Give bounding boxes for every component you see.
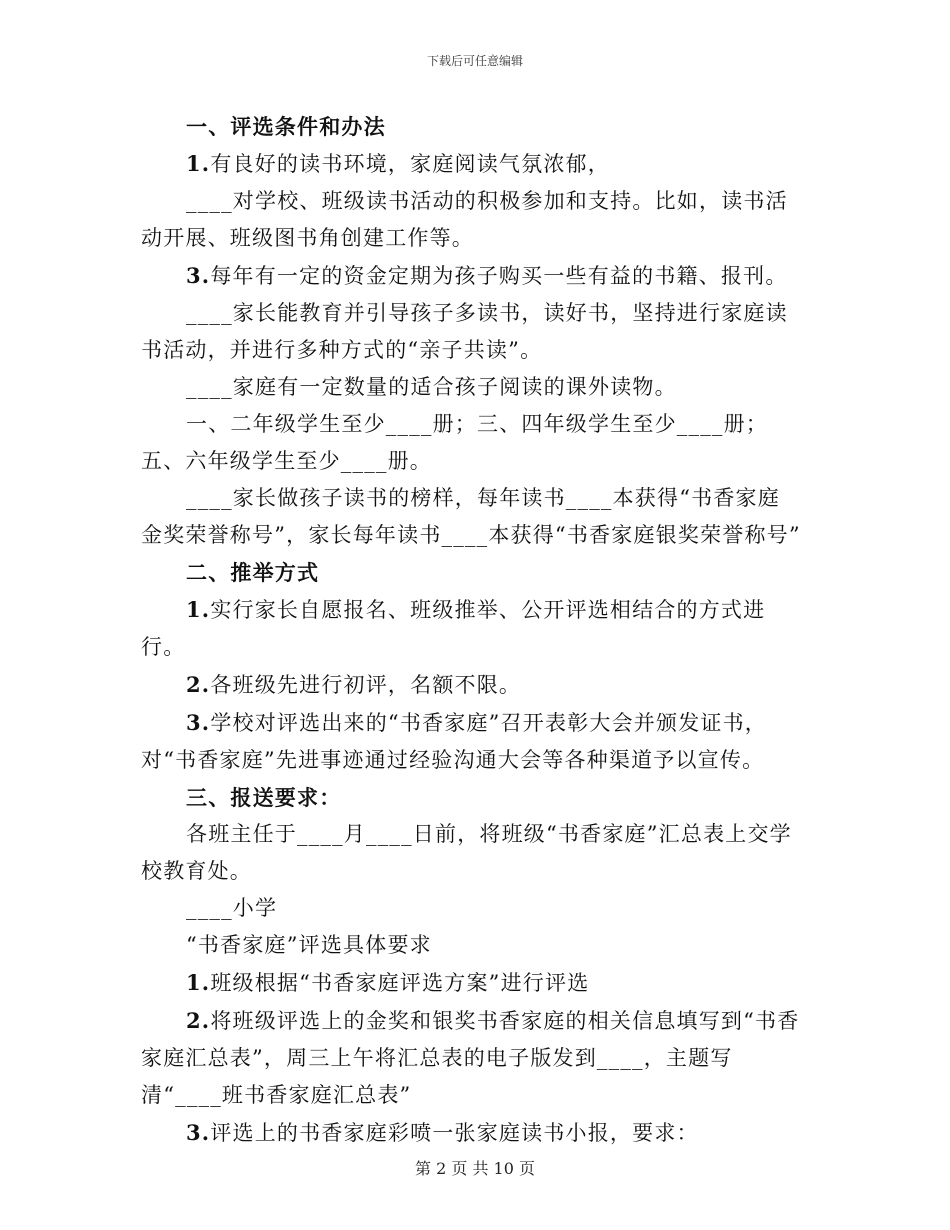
paragraph-text: 评选上的书香家庭彩喷一张家庭读书小报，要求： — [210, 1121, 699, 1145]
paragraph: 各班主任于____月____日前，将班级“书香家庭”汇总表上交学校教育处。 — [141, 822, 792, 883]
paragraph: ____小学 — [186, 896, 278, 920]
paragraph: ____家长能教育并引导孩子多读书，读好书，坚持进行家庭读书活动，并进行多种方式的“亲子共读”。 — [141, 301, 788, 362]
paragraph-text: 将班级评选上的金奖和银奖书香家庭的相关信息填写到“书香家庭汇总表”，周三上午将汇总表的电子版发到____，主题写清“____班书香家庭汇总表” — [141, 1009, 800, 1107]
item-number: 1. — [186, 597, 211, 622]
paragraph — [141, 666, 801, 704]
paragraph: 一、二年级学生至少____册；三、四年级学生至少____册；五、六年级学生至少____册。 — [141, 412, 768, 473]
section-heading: 二、推举方式 — [186, 560, 320, 585]
paragraph — [141, 964, 801, 1002]
paragraph-text: 各班级先进行初评，名额不限。 — [210, 673, 522, 697]
paragraph: ____家庭有一定数量的适合孩子阅读的课外读物。 — [186, 375, 677, 399]
paragraph-text: 班级根据“书香家庭评选方案”进行评选 — [210, 971, 590, 995]
paragraph — [141, 1002, 801, 1114]
paragraph: ____家长做孩子读书的榜样，每年读书____本获得“书香家庭金奖荣誉称号”，家长每年读书____本获得“书香家庭银奖荣誉称号” — [141, 486, 801, 547]
document-body — [141, 108, 801, 1152]
paragraph-text: 有良好的读书环境，家庭阅读气氛浓郁， — [210, 152, 610, 176]
item-number: 3. — [186, 263, 211, 288]
section-heading: 一、评选条件和办法 — [186, 114, 386, 139]
section-heading: 三、报送要求： — [186, 785, 342, 810]
paragraph: ____对学校、班级读书活动的积极参加和支持。比如，读书活动开展、班级图书角创建工作等。 — [141, 189, 788, 250]
item-number: 3. — [186, 710, 211, 735]
item-number: 3. — [186, 1120, 211, 1145]
paragraph — [141, 1114, 801, 1152]
item-number: 1. — [186, 151, 211, 176]
paragraph-text: 每年有一定的资金定期为孩子购买一些有益的书籍、报刊。 — [210, 264, 788, 288]
item-number: 2. — [186, 1008, 211, 1033]
paragraph-text: 实行家长自愿报名、班级推举、公开评选相结合的方式进行。 — [141, 598, 766, 659]
paragraph: “书香家庭”评选具体要求 — [186, 933, 432, 957]
item-number: 1. — [186, 970, 211, 995]
paragraph — [141, 145, 801, 183]
page-footer: 第 2 页 共 10 页 — [415, 1159, 535, 1178]
paragraph — [141, 704, 801, 779]
paragraph — [141, 591, 801, 666]
item-number: 2. — [186, 672, 211, 697]
page-header: 下载后可任意编辑 — [426, 54, 523, 68]
paragraph — [141, 257, 801, 295]
paragraph-text: 学校对评选出来的“书香家庭”召开表彰大会并颁发证书，对“书香家庭”先进事迹通过经验沟通大会等各种渠道予以宣传。 — [141, 711, 767, 772]
